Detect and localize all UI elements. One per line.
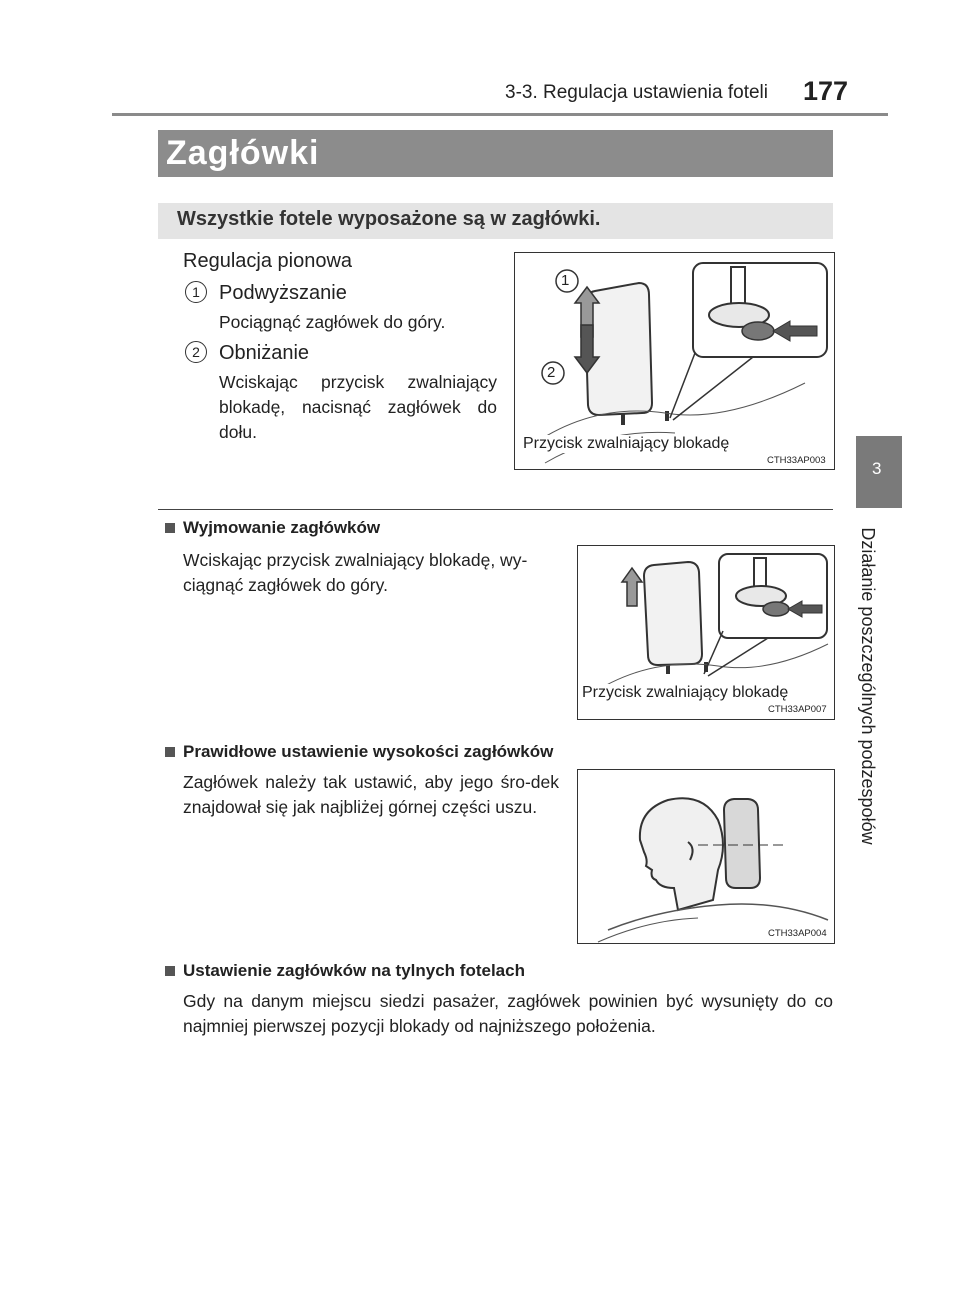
page-title: Zagłówki: [166, 134, 320, 172]
section-bullet: [165, 523, 175, 533]
section-heading-height: Prawidłowe ustawienie wysokości zagłówków: [183, 742, 554, 761]
vertical-adjustment-heading: Regulacja pionowa: [183, 250, 353, 272]
figure-caption: Przycisk zwalniający blokadę: [582, 684, 789, 701]
figure-caption: Przycisk zwalniający blokadę: [523, 435, 730, 452]
head-position-illustration: [578, 770, 834, 943]
page-number: 177: [803, 76, 849, 106]
section-text-height: Zagłówek należy tak ustawić, aby jego śro-dek znajdował się jak najbliżej górnej części uszu.: [183, 772, 559, 817]
section-bullet: [165, 966, 175, 976]
figure-code: CTH33AP007: [768, 704, 827, 715]
running-header: 3-3. Regulacja ustawienia foteli: [505, 82, 768, 103]
step-text-raise: Pociągnąć zagłówek do góry.: [219, 312, 446, 332]
callout-1: 1: [561, 272, 570, 289]
figure-headrest-adjust: [514, 252, 835, 470]
step-number-2: 2: [185, 341, 207, 363]
chapter-label: Działanie poszczególnych podzespołów: [858, 527, 878, 845]
figure-headrest-removal: [577, 545, 835, 720]
figure-code: CTH33AP003: [767, 455, 826, 466]
section-bullet: [165, 747, 175, 757]
page-subtitle: Wszystkie fotele wyposażone są w zagłówki.: [177, 208, 601, 230]
step-title-raise: Podwyższanie: [219, 282, 347, 304]
step-number-1: 1: [185, 281, 207, 303]
section-text-rear: Gdy na danym miejscu siedzi pasażer, zagłówek powinien być wysunięty do co najmniej pierwszej pozycji blokady od najniższego położenia.: [183, 991, 833, 1036]
section-divider: [158, 509, 833, 510]
section-heading-rear: Ustawienie zagłówków na tylnych fotelach: [183, 961, 525, 980]
figure-code: CTH33AP004: [768, 928, 827, 939]
step-title-lower: Obniżanie: [219, 342, 310, 364]
callout-2: 2: [547, 364, 556, 381]
figure-headrest-height: [577, 769, 835, 944]
section-heading-removal: Wyjmowanie zagłówków: [183, 518, 381, 537]
step-text-lower: Wciskając przycisk zwalniający blokadę, nacisnąć zagłówek do dołu.: [219, 372, 497, 442]
header-rule: [112, 113, 888, 116]
chapter-number: 3: [872, 459, 882, 478]
section-text-removal: Wciskając przycisk zwalniający blokadę, wy-ciągnąć zagłówek do góry.: [183, 550, 528, 595]
